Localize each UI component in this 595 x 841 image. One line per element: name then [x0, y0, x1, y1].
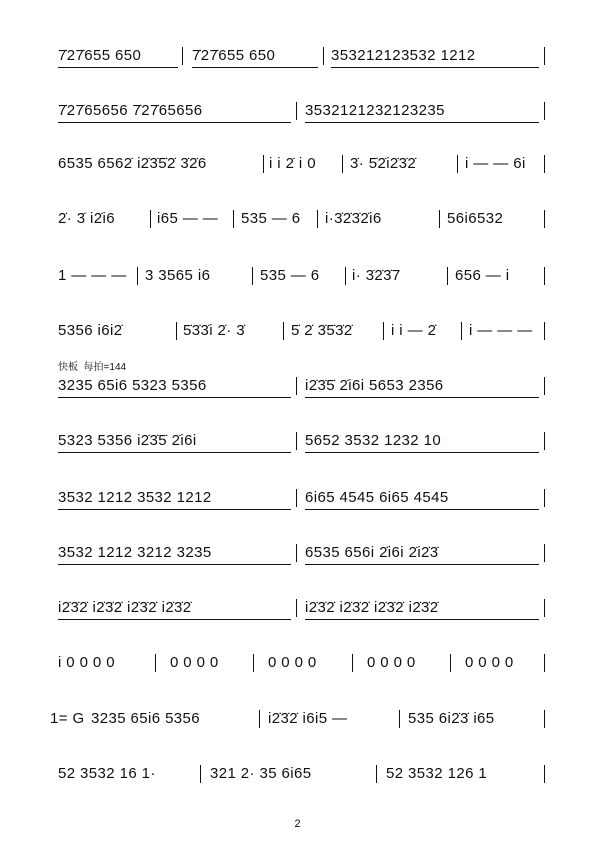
score-row-12: [0, 652, 595, 674]
barline: [439, 210, 440, 228]
barline: [544, 210, 545, 228]
beam-line: [305, 397, 539, 398]
page-number: 2: [294, 818, 301, 830]
measure: 52 3532 126 1: [386, 765, 488, 782]
barline: [544, 47, 545, 65]
beam-line: [305, 509, 539, 510]
barline: [150, 210, 151, 228]
barline: [376, 765, 377, 783]
barline: [345, 267, 346, 285]
measure: 3532 1212 3212 3235: [58, 544, 212, 561]
barline: [200, 765, 201, 783]
score-row-10: [0, 542, 595, 564]
measure: 1 — — —: [58, 267, 127, 284]
measure: i65 — —: [157, 210, 219, 227]
barline: [296, 432, 297, 450]
measure: i — — —: [469, 322, 533, 339]
barline: [259, 710, 260, 728]
beam-line: [58, 67, 178, 68]
beam-line: [331, 67, 539, 68]
barline: [182, 47, 183, 65]
barline: [544, 765, 545, 783]
measure: 3235 65i6 5323 5356: [58, 377, 207, 394]
measure: 535 — 6: [241, 210, 301, 227]
barline: [544, 599, 545, 617]
measure: 6535 6562̇ i2̇3̇5̇2̇ 3̇2̇6: [58, 155, 207, 172]
barline: [383, 322, 384, 340]
measure: i2̇3̇2̇ i2̇3̇2̇ i2̇3̇2̇ i2̇3̇2̇: [305, 599, 439, 616]
barline: [399, 710, 400, 728]
beam-line: [58, 122, 291, 123]
beam-line: [305, 122, 539, 123]
score-row-11: [0, 597, 595, 619]
measure: 7̇27̇655 650: [58, 47, 142, 64]
beam-line: [58, 564, 291, 565]
measure: i — — 6i: [465, 155, 526, 172]
beam-line: [58, 397, 291, 398]
measure: i·3̇2̇3̇2̇i6: [325, 210, 382, 227]
score-row-14: [0, 763, 595, 785]
measure: 56i6532: [447, 210, 504, 227]
score-row-5: [0, 265, 595, 287]
barline: [155, 654, 156, 672]
measure: 353212123532 1212: [331, 47, 476, 64]
measure: 7̇27̇65656 7̇27̇65656: [58, 102, 203, 119]
score-row-6: [0, 320, 595, 342]
barline: [296, 377, 297, 395]
measure: 0 0 0 0: [465, 654, 514, 671]
measure: i2̇3̇5̇ 2̇i6i 5653 2356: [305, 377, 444, 394]
measure: i i — 2̇: [391, 322, 437, 339]
beam-line: [58, 509, 291, 510]
measure: 0 0 0 0: [268, 654, 317, 671]
score-row-2: [0, 100, 595, 122]
barline: [544, 544, 545, 562]
beam-line: [58, 452, 291, 453]
score-row-9: [0, 487, 595, 509]
barline: [296, 489, 297, 507]
barline: [233, 210, 234, 228]
barline: [252, 267, 253, 285]
barline: [544, 489, 545, 507]
barline: [323, 47, 324, 65]
measure: 7̇27̇655 650: [192, 47, 276, 64]
barline: [137, 267, 138, 285]
barline: [253, 654, 254, 672]
barline: [296, 544, 297, 562]
tempo-label: 快板 每拍=144: [58, 362, 127, 373]
measure: 3 3565 i6: [145, 267, 211, 284]
measure: 2̇· 3̇ i2̇i6: [58, 210, 115, 227]
measure: 0 0 0 0: [367, 654, 416, 671]
barline: [283, 322, 284, 340]
barline: [447, 267, 448, 285]
measure: 535 6i2̇3̇ i65: [408, 710, 495, 727]
measure: 535 — 6: [260, 267, 320, 284]
measure: 6535 656i 2̇i6i 2̇i2̇3̇: [305, 544, 439, 561]
barline: [342, 155, 343, 173]
measure: i· 3̇2̇3̇7: [352, 267, 401, 284]
barline: [450, 654, 451, 672]
barline: [544, 710, 545, 728]
barline: [461, 322, 462, 340]
measure: 52 3532 16 1·: [58, 765, 156, 782]
barline: [544, 377, 545, 395]
measure: 5̇ 2̇ 3̇5̇3̇2̇: [291, 322, 353, 339]
score-row-3: [0, 153, 595, 175]
barline: [296, 102, 297, 120]
measure: 3235 65i6 5356: [91, 710, 201, 727]
measure: 656 — i: [455, 267, 510, 284]
barline: [176, 322, 177, 340]
measure: 5̇3̇3̇i 2̇· 3̇: [183, 322, 245, 339]
barline: [544, 432, 545, 450]
barline: [352, 654, 353, 672]
measure: i i 2̇ i 0: [269, 155, 316, 172]
beam-line: [192, 67, 318, 68]
score-row-7: [0, 375, 595, 397]
barline: [544, 654, 545, 672]
barline: [296, 599, 297, 617]
measure: i2̇3̇2̇ i6i5 —: [268, 710, 348, 727]
barline: [317, 210, 318, 228]
beam-line: [305, 564, 539, 565]
measure: 5356 i6i2̇: [58, 322, 123, 339]
score-row-4: [0, 208, 595, 230]
barline: [263, 155, 264, 173]
barline: [544, 155, 545, 173]
measure: 6i65 4545 6i65 4545: [305, 489, 449, 506]
score-row-8: [0, 430, 595, 452]
measure: 3532121232123235: [305, 102, 445, 119]
barline: [544, 267, 545, 285]
beam-line: [305, 452, 539, 453]
beam-line: [58, 619, 291, 620]
barline: [544, 102, 545, 120]
measure: 0 0 0 0: [170, 654, 219, 671]
score-row-13: [0, 708, 595, 730]
measure: 5652 3532 1232 10: [305, 432, 442, 449]
barline: [544, 322, 545, 340]
measure: 3̇· 5̇2̇i2̇3̇2̇: [350, 155, 417, 172]
score-row-1: [0, 45, 595, 67]
measure: i2̇3̇2̇ i2̇3̇2̇ i2̇3̇2̇ i2̇3̇2̇: [58, 599, 192, 616]
measure: 321 2· 35 6i65: [210, 765, 312, 782]
key-signature: 1= G: [50, 710, 85, 727]
barline: [457, 155, 458, 173]
measure: i 0 0 0 0: [58, 654, 115, 671]
measure: 5323 5356 i2̇3̇5̇ 2̇i6i: [58, 432, 197, 449]
beam-line: [305, 619, 539, 620]
measure: 3532 1212 3532 1212: [58, 489, 212, 506]
